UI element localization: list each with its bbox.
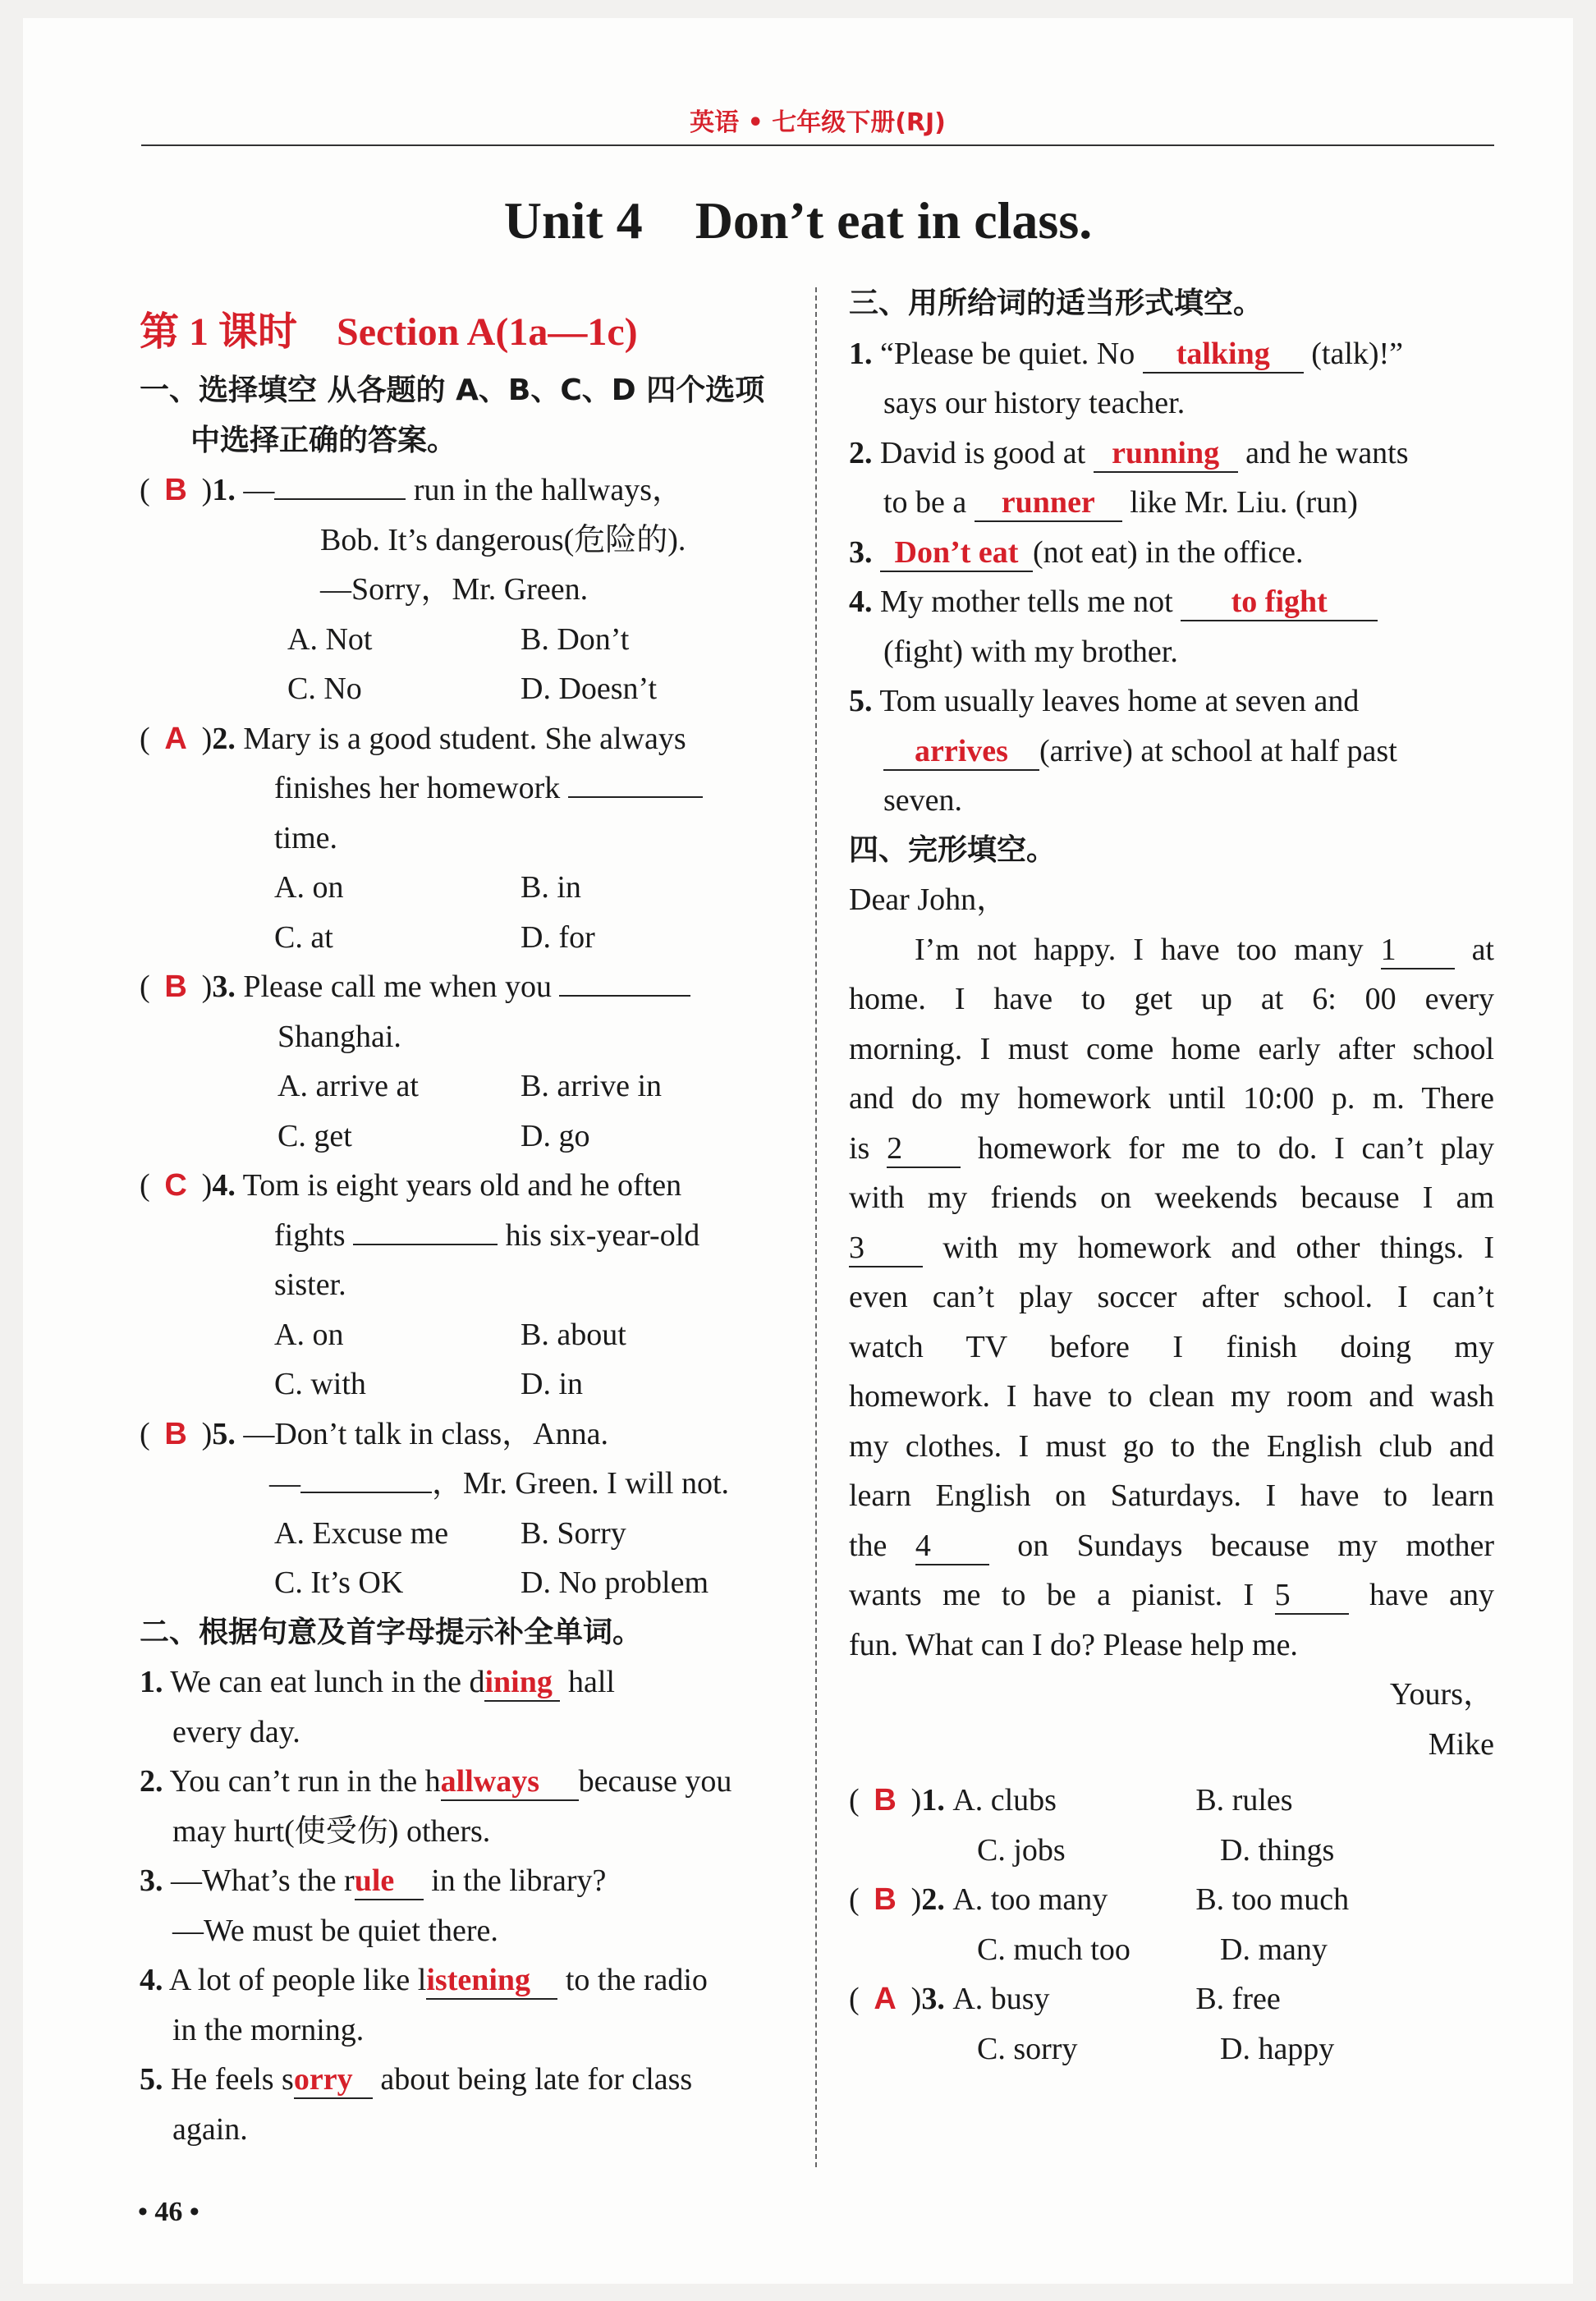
filled-answer: arrives xyxy=(883,733,1039,771)
option-row xyxy=(140,1359,785,1409)
question-text: We can eat lunch in the d xyxy=(170,1665,485,1699)
question-text: fights xyxy=(274,1217,346,1253)
question-text: He feels s xyxy=(171,2062,294,2097)
question-number: 2. xyxy=(921,1882,945,1917)
option-a: A. on xyxy=(274,870,344,905)
question-text: Please call me when you xyxy=(243,969,552,1004)
column-divider xyxy=(815,287,817,2167)
letter-greeting: Dear John， xyxy=(849,882,1008,917)
passage-text: wants me to be a pianist. I xyxy=(849,1578,1254,1612)
passage-text: at xyxy=(1471,932,1494,967)
passage-text: with my homework and other things. I xyxy=(942,1230,1495,1265)
option-b: B. Sorry xyxy=(521,1515,626,1551)
answer-mark: B xyxy=(164,473,187,507)
option-d: D. Doesn’t xyxy=(521,672,658,706)
passage-line xyxy=(849,1471,1494,1521)
running-header: 英语 • 七年级下册(RJ) xyxy=(141,105,1494,146)
question-text: (arrive) at school at half past xyxy=(1039,733,1397,768)
question-number: 5. xyxy=(212,1416,236,1451)
passage-text: my clothes. I must go to the English club and xyxy=(849,1428,1494,1464)
question-text: to the radio xyxy=(565,1963,708,1997)
answer-mark: B xyxy=(164,1416,187,1451)
option-a: A. busy xyxy=(952,1982,1050,2016)
passage-line xyxy=(849,1372,1494,1422)
option-row xyxy=(140,1112,785,1162)
mc-question-4: ( C )4. Tom is eight years old and he often xyxy=(140,1161,785,1211)
option-row xyxy=(140,863,785,913)
question-text: Tom usually leaves home at seven and xyxy=(879,684,1360,718)
part2-heading: 二、根据句意及首字母提示补全单词。 xyxy=(140,1615,643,1649)
question-text: about being late for class xyxy=(380,2062,693,2097)
question-text: because you xyxy=(578,1764,732,1799)
form-question-2 xyxy=(849,429,1494,479)
passage-text: the xyxy=(849,1528,887,1563)
question-text xyxy=(849,478,1494,528)
option-c: C. It’s OK xyxy=(274,1565,404,1600)
filled-answer: ule xyxy=(355,1863,424,1900)
filled-answer: running xyxy=(1094,435,1238,473)
question-text: (not eat) in the office. xyxy=(1033,534,1304,570)
passage-line xyxy=(849,1620,1494,1671)
option-c: C. much too xyxy=(977,1932,1130,1967)
option-row xyxy=(849,1826,1494,1876)
option-c: C. jobs xyxy=(977,1832,1066,1868)
cloze-blank: 3 xyxy=(849,1230,923,1267)
option-b: B. about xyxy=(521,1317,626,1352)
option-row xyxy=(849,2024,1494,2074)
option-b: B. rules xyxy=(1195,1783,1293,1817)
fill-question-1 xyxy=(140,1657,785,1707)
part1-heading xyxy=(140,366,785,465)
question-text: —We must be quiet there. xyxy=(172,1913,498,1948)
question-text: —Sorry，Mr. Green. xyxy=(320,572,589,607)
filled-answer: ining xyxy=(484,1664,560,1702)
question-text: may hurt(使受伤) others. xyxy=(172,1813,491,1849)
question-number: 3. xyxy=(921,1982,945,2016)
option-row xyxy=(140,1061,785,1112)
passage-line xyxy=(849,925,1494,975)
question-text: sister. xyxy=(274,1267,346,1302)
question-text: “Please be quiet. No xyxy=(880,336,1135,371)
part4-heading: 四、完形填空。 xyxy=(849,832,1057,867)
question-text xyxy=(849,727,1494,777)
passage-line xyxy=(849,1223,1494,1273)
question-number: 4. xyxy=(212,1168,236,1203)
question-text: hall xyxy=(567,1665,615,1699)
mc-question-3: ( B )3. Please call me when you xyxy=(140,962,785,1012)
passage-text: fun. What can I do? Please help me. xyxy=(849,1627,1298,1662)
answer-blank xyxy=(274,498,406,500)
left-column xyxy=(140,304,785,2154)
option-c: C. get xyxy=(277,1118,352,1153)
passage-text: on Sundays because my mother xyxy=(1017,1528,1495,1563)
passage-text: is xyxy=(849,1130,870,1166)
passage-text: homework. I have to clean my room and wash xyxy=(849,1379,1494,1414)
option-b: B. Don’t xyxy=(521,621,630,657)
cloze-question-3: ( A )3. A. busy B. free xyxy=(849,1974,1494,2024)
passage-text: with my friends on weekends because I am xyxy=(849,1180,1494,1215)
fill-question-2 xyxy=(140,1757,785,1807)
question-number: 5. xyxy=(849,684,873,718)
option-row xyxy=(140,1558,785,1608)
cloze-blank: 1 xyxy=(1381,932,1455,969)
option-a: A. on xyxy=(274,1317,344,1352)
question-text: Tom is eight years old and he often xyxy=(242,1168,682,1203)
passage-text: I’m not happy. I have too many xyxy=(915,932,1364,967)
filled-answer: istening xyxy=(426,1962,557,2000)
filled-answer: Don’t eat xyxy=(880,534,1033,572)
right-column xyxy=(849,279,1494,2074)
question-text: run in the hallways， xyxy=(413,473,684,507)
form-question-1 xyxy=(849,329,1494,379)
passage-text: homework for me to do. I can’t play xyxy=(977,1130,1495,1166)
question-number: 1. xyxy=(212,473,236,507)
question-text xyxy=(140,1459,785,1509)
question-number: 4. xyxy=(140,1963,163,1997)
fill-question-5 xyxy=(140,2055,785,2105)
passage-text: home. I have to get up at 6: 00 every xyxy=(849,982,1494,1016)
passage-text: and do my homework until 10:00 p. m. There xyxy=(849,1081,1494,1116)
question-text: (fight) with my brother. xyxy=(883,634,1178,669)
question-text: finishes her homework xyxy=(274,771,561,805)
option-row xyxy=(140,1509,785,1559)
question-text: — xyxy=(243,473,275,507)
question-text: ，Mr. Green. I will not. xyxy=(432,1466,730,1501)
option-b: B. arrive in xyxy=(521,1069,663,1103)
question-text: time. xyxy=(274,820,338,855)
question-text: says our history teacher. xyxy=(883,386,1186,420)
page-number: • 46 • xyxy=(138,2197,200,2227)
fill-question-4 xyxy=(140,1955,785,2005)
option-c: C. with xyxy=(274,1367,366,1401)
option-d: D. in xyxy=(521,1367,583,1401)
question-number: 1. xyxy=(849,336,873,371)
cloze-question-2: ( B )2. A. too many B. too much xyxy=(849,1875,1494,1925)
filled-answer: talking xyxy=(1143,336,1304,374)
cloze-blank: 2 xyxy=(887,1130,961,1168)
question-number: 5. xyxy=(140,2062,163,2097)
unit-title: Unit 4 Don’t eat in class. xyxy=(503,191,1093,250)
question-text: seven. xyxy=(883,783,963,818)
question-number: 3. xyxy=(212,969,236,1004)
passage-line xyxy=(849,1422,1494,1472)
passage-line xyxy=(849,1124,1494,1174)
lesson-title: 第 1 课时 Section A(1a—1c) xyxy=(140,310,638,354)
question-number: 2. xyxy=(849,435,873,470)
question-text: and he wants xyxy=(1245,435,1409,470)
option-d: D. go xyxy=(521,1118,590,1153)
option-b: B. too much xyxy=(1195,1882,1350,1917)
question-text: every day. xyxy=(172,1714,300,1749)
form-question-4 xyxy=(849,577,1494,627)
passage-text: have any xyxy=(1369,1578,1495,1612)
answer-blank xyxy=(559,995,690,997)
answer-blank xyxy=(568,796,703,798)
filled-answer: runner xyxy=(975,484,1122,522)
option-a: A. Excuse me xyxy=(274,1515,449,1551)
part1-heading-line2: 中选择正确的答案。 xyxy=(190,423,457,457)
answer-mark: A xyxy=(874,1982,897,2016)
part1-heading-line1: 一、选择填空 从各题的 A、B、C、D 四个选项 xyxy=(140,374,765,407)
filled-answer: orry xyxy=(294,2061,373,2099)
form-question-3 xyxy=(849,528,1494,578)
question-text: You can’t run in the h xyxy=(169,1764,441,1799)
passage-line xyxy=(849,1024,1494,1075)
option-a: A. clubs xyxy=(952,1783,1057,1817)
question-text: Shanghai. xyxy=(277,1019,401,1054)
option-b: B. in xyxy=(521,870,581,905)
cloze-question-1: ( B )1. A. clubs B. rules xyxy=(849,1776,1494,1826)
question-text: David is good at xyxy=(880,435,1086,470)
part3-heading: 三、用所给词的适当形式填空。 xyxy=(849,286,1264,320)
question-number: 2. xyxy=(140,1764,163,1799)
passage-line xyxy=(849,1322,1494,1373)
option-row xyxy=(140,664,785,714)
passage-text: even can’t play soccer after school. I can’t xyxy=(849,1280,1494,1314)
option-row xyxy=(140,1310,785,1360)
passage-line xyxy=(849,1173,1494,1223)
question-text xyxy=(140,763,785,814)
question-text: Bob. It’s dangerous(危险的). xyxy=(320,522,686,557)
question-number: 1. xyxy=(921,1783,945,1817)
filled-answer: to fight xyxy=(1181,584,1378,621)
cloze-blank: 5 xyxy=(1275,1577,1349,1615)
question-text: in the library? xyxy=(431,1863,607,1898)
option-b: B. free xyxy=(1195,1982,1281,2016)
filled-answer: allways xyxy=(441,1763,579,1801)
question-number: 1. xyxy=(140,1665,163,1699)
option-d: D. No problem xyxy=(521,1565,709,1600)
answer-mark: B xyxy=(874,1783,897,1817)
question-text: Mary is a good student. She always xyxy=(243,721,686,756)
question-text: in the morning. xyxy=(172,2012,365,2047)
option-c: C. sorry xyxy=(977,2031,1078,2066)
question-text: again. xyxy=(172,2111,248,2147)
option-a: A. Not xyxy=(287,621,373,657)
passage-text: watch TV before I finish doing my xyxy=(849,1329,1494,1364)
question-text: —Don’t talk in class，Anna. xyxy=(243,1416,608,1451)
answer-mark: B xyxy=(164,969,187,1004)
option-a: A. arrive at xyxy=(277,1069,419,1103)
mc-question-2: ( A )2. Mary is a good student. She always xyxy=(140,714,785,764)
question-number: 3. xyxy=(140,1863,163,1898)
passage-line xyxy=(849,974,1494,1024)
passage-line xyxy=(849,1074,1494,1124)
option-a: A. too many xyxy=(952,1882,1108,1917)
question-text: like Mr. Liu. (run) xyxy=(1130,485,1358,520)
question-text: —What’s the r xyxy=(171,1863,355,1898)
question-number: 3. xyxy=(849,534,873,570)
letter-closing: Yours， xyxy=(1389,1677,1494,1712)
passage-line xyxy=(849,1272,1494,1322)
cloze-blank: 4 xyxy=(915,1528,989,1565)
answer-mark: B xyxy=(874,1882,897,1917)
letter-signature: Mike xyxy=(1428,1726,1494,1762)
question-text: My mother tells me not xyxy=(880,584,1173,619)
question-number: 4. xyxy=(849,584,873,619)
passage-text: morning. I must come home early after school xyxy=(849,1031,1494,1066)
cloze-passage xyxy=(849,925,1494,1671)
option-row xyxy=(140,913,785,963)
answer-mark: C xyxy=(164,1168,187,1203)
question-text: — xyxy=(269,1466,300,1501)
question-text xyxy=(140,1211,785,1261)
question-number: 2. xyxy=(212,721,236,756)
option-d: D. things xyxy=(1220,1832,1335,1868)
option-c: C. No xyxy=(287,672,362,706)
mc-question-5: ( B )5. —Don’t talk in class，Anna. xyxy=(140,1409,785,1460)
option-d: D. for xyxy=(521,919,595,955)
option-d: D. many xyxy=(1220,1932,1328,1967)
option-row xyxy=(140,615,785,665)
passage-line xyxy=(849,1521,1494,1571)
option-d: D. happy xyxy=(1220,2031,1335,2066)
option-row xyxy=(849,1925,1494,1975)
answer-blank xyxy=(353,1244,498,1245)
answer-blank xyxy=(300,1492,432,1493)
option-c: C. at xyxy=(274,919,333,955)
answer-mark: A xyxy=(164,721,187,756)
passage-line xyxy=(849,1570,1494,1620)
passage-text: learn English on Saturdays. I have to learn xyxy=(849,1478,1494,1513)
question-text: to be a xyxy=(883,485,967,520)
question-text: A lot of people like l xyxy=(168,1963,427,1997)
fill-question-3 xyxy=(140,1856,785,1906)
form-question-5 xyxy=(849,676,1494,727)
question-text: (talk)!” xyxy=(1311,336,1404,371)
question-text: his six-year-old xyxy=(505,1217,700,1253)
mc-question-1: ( B )1. — run in the hallways， xyxy=(140,465,785,516)
